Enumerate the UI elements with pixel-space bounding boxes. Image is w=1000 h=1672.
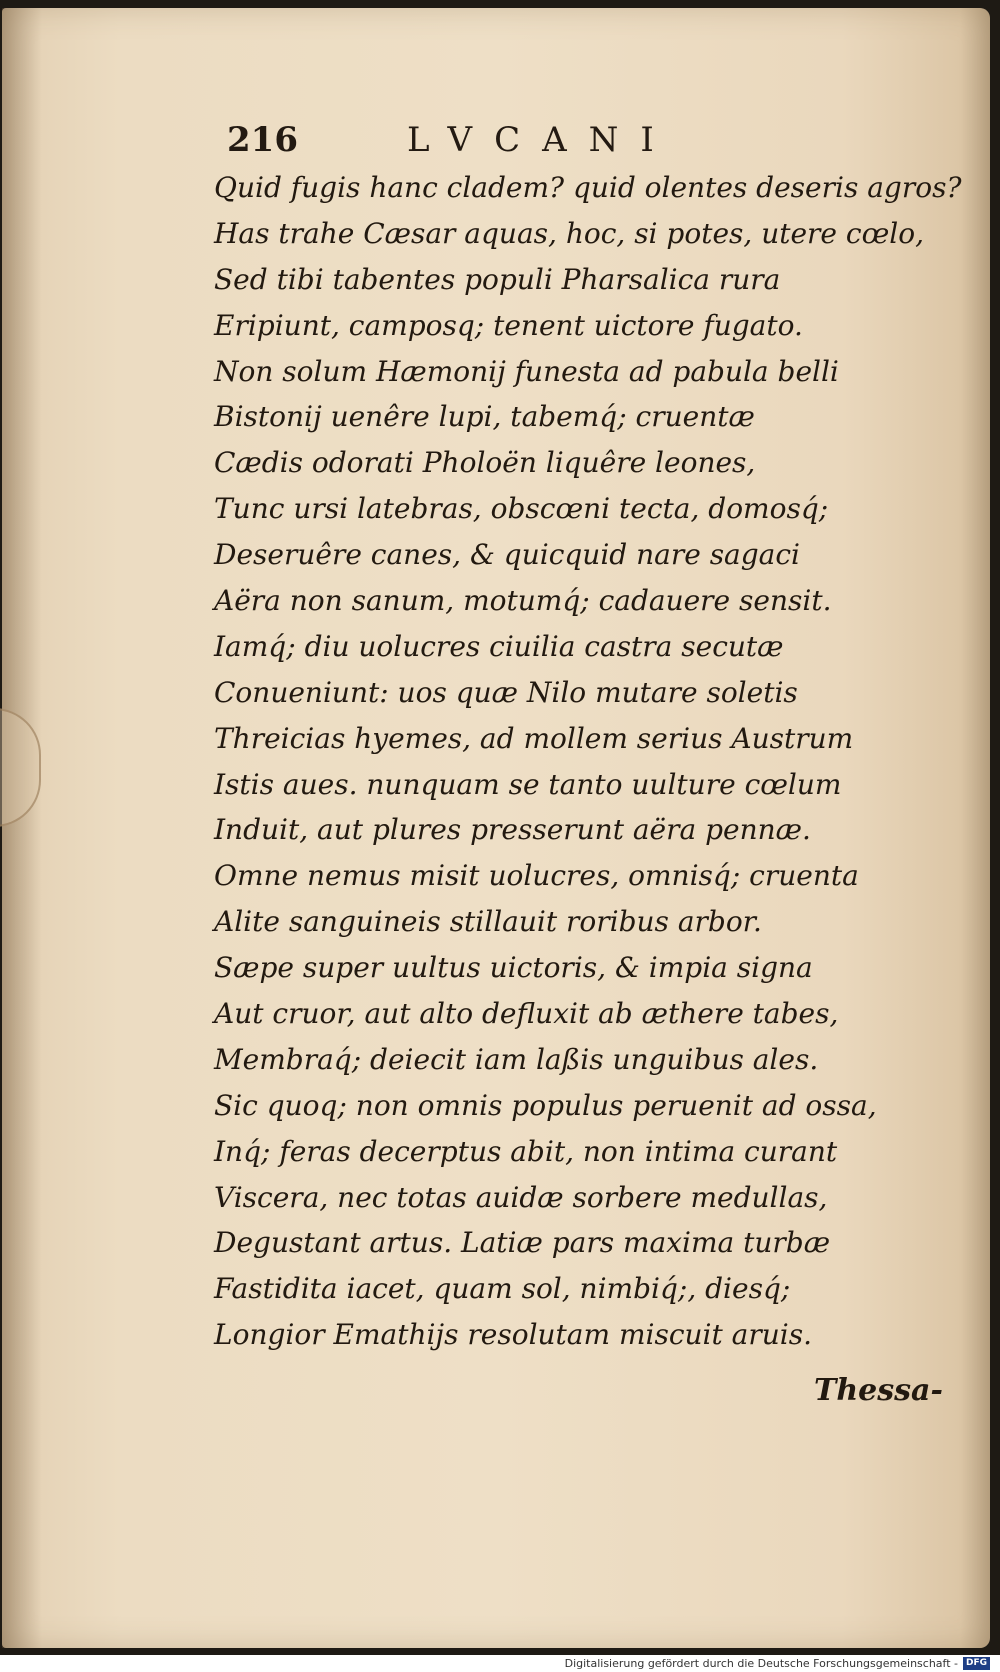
verse-line: Membraq́; deiecit iam laßis unguibus ales. [214, 1042, 819, 1076]
verse-line: Threicias hyemes, ad mollem serius Austrum [214, 721, 854, 755]
verse-text [214, 165, 962, 1358]
verse-line: Viscera, nec totas auidæ sorbere medullas, [214, 1180, 828, 1214]
verse-line: Cædis odorati Pholoën liquêre leones, [214, 446, 756, 480]
verse-line: Non solum Hæmonij funesta ad pabula belli [214, 354, 839, 388]
verse-line: Sed tibi tabentes populi Pharsalica rura [214, 262, 781, 296]
verse-line: Istis aues. nunquam se tanto uulture cœlum [214, 767, 842, 801]
verse-line: Aut cruor, aut alto defluxit ab æthere tabes, [214, 997, 839, 1031]
verse-line: Aëra non sanum, motumq́; cadauere sensit. [214, 584, 832, 618]
verse-line: Has trahe Cæsar aquas, hoc, si potes, utere cœlo, [214, 216, 924, 250]
running-head: LVCANI [407, 120, 676, 160]
verse-line: Longior Emathijs resolutam miscuit aruis. [214, 1318, 812, 1352]
page-number: 216 [227, 120, 298, 160]
page-stub-tab [0, 708, 41, 827]
verse-line: Iamq́; diu uolucres ciuilia castra secutæ [214, 629, 784, 663]
page-header [227, 120, 727, 164]
verse-line: Fastidita iacet, quam sol, nimbiq́;, diesq́; [214, 1272, 791, 1306]
verse-line: Eripiunt, camposq; tenent uictore fugato. [214, 308, 803, 342]
verse-line: Sic quoq; non omnis populus peruenit ad ossa, [214, 1088, 877, 1122]
dfg-logo-icon: DFG [963, 1657, 990, 1670]
verse-line: Conueniunt: uos quæ Nilo mutare soletis [214, 675, 798, 709]
catchword: Thessa- [814, 1373, 943, 1408]
verse-line: Bistonij uenêre lupi, tabemq́; cruentæ [214, 400, 755, 434]
book-page [2, 8, 990, 1648]
verse-line: Inq́; feras decerptus abit, non intima curant [214, 1134, 838, 1168]
verse-line: Quid fugis hanc cladem? quid olentes deseris agros? [214, 171, 962, 204]
verse-line: Alite sanguineis stillauit roribus arbor. [214, 905, 762, 939]
digitization-footer [565, 1656, 990, 1670]
verse-line: Omne nemus misit uolucres, omnisq́; cruenta [214, 859, 859, 893]
verse-line: Tunc ursi latebras, obscœni tecta, domosq́; [214, 492, 829, 526]
verse-line: Induit, aut plures presserunt aëra pennæ. [214, 813, 811, 847]
verse-line: Degustant artus. Latiæ pars maxima turbæ [214, 1226, 831, 1260]
footer-credit: Digitalisierung gefördert durch die Deutsche Forschungsgemeinschaft - [564, 1656, 958, 1670]
verse-line: Sæpe super uultus uictoris, & impia signa [214, 951, 813, 985]
verse-line: Deseruêre canes, & quicquid nare sagaci [214, 538, 801, 572]
